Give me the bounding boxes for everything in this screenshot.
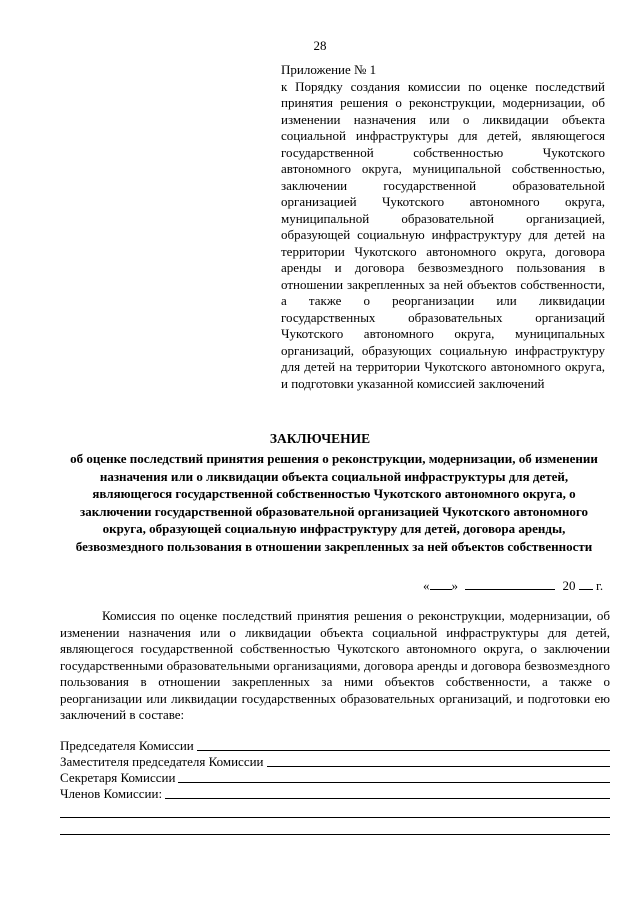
deputy-line <box>267 766 610 767</box>
conclusion-subtitle: об оценке последствий принятия решения о реконструкции, модернизации, об изменении назначения или о ликвидации объекта социальной инфраструктуры для детей, являющегося государственной собственностью Чукотского автономного округа, о заключении государственной образовательной организацией Чукотского автономного округа, образующей социальную инфраструктуру для детей, договора аренды, безвозмездного пользования в отношении закрепленных за ней объектов собственности <box>70 451 598 554</box>
secretary-line <box>178 782 610 783</box>
deputy-field <box>60 754 610 770</box>
members-label: Членов Комиссии: <box>60 786 163 801</box>
members-extra-line-2 <box>60 834 610 835</box>
chairman-line <box>197 750 610 751</box>
secretary-field <box>60 770 610 786</box>
chairman-label: Председателя Комиссии <box>60 738 194 753</box>
month-blank <box>465 577 555 590</box>
day-blank <box>430 577 452 590</box>
deputy-label: Заместителя председателя Комиссии <box>60 754 264 769</box>
members-line <box>165 798 610 799</box>
appendix-block <box>281 62 605 392</box>
date-close-quote: » <box>451 578 458 593</box>
date-line <box>423 577 613 594</box>
appendix-text: к Порядку создания комиссии по оценке последствий принятия решения о реконструкции, модернизации, об изменении назначения или о ликвидации объекта социальной инфраструктуры для детей, являющегося государственной собственностью Чукотского автономного округа, муниципальной собственностью, заключении государственной образовательной организацией Чукотского автономного округа, муниципальной образовательной организацией, образующей социальную инфраструктуру для детей на территории Чукотского автономного округа, договора аренды и договора безвозмездного пользования в отношении закрепленных за ней объектов собственности, а также о реорганизации или ликвидации государственных образовательных организаций Чукотского автономного округа, муниципальных организаций, образующих социальную инфраструктуру для детей на территории Чукотского автономного округа, и подготовки указанной комиссией заключений <box>281 78 605 391</box>
secretary-label: Секретаря Комиссии <box>60 770 176 785</box>
members-field <box>60 786 610 802</box>
appendix-title: Приложение № 1 <box>281 62 377 77</box>
chairman-field <box>60 738 610 754</box>
year-prefix: 20 <box>562 578 576 593</box>
year-suffix: г. <box>596 578 604 593</box>
date-open-quote: « <box>423 578 430 593</box>
conclusion-title: ЗАКЛЮЧЕНИЕ <box>269 431 371 446</box>
page-number: 28 <box>313 38 327 53</box>
members-extra-line-1 <box>60 817 610 818</box>
main-paragraph: Комиссия по оценке последствий принятия решения о реконструкции, модернизации, об изменении назначения или о ликвидации объекта социальной инфраструктуры для детей, являющегося государственной собственностью Чукотского автономного округа, о заключении государственными образовательными организациями, договора аренды и договора безвозмездного пользования в отношении закрепленных за ними объектов собственности, а также о реорганизации или ликвидации государственных образовательных организаций, и подготовки ею заключений в составе: <box>60 608 610 722</box>
year-blank <box>579 577 593 590</box>
